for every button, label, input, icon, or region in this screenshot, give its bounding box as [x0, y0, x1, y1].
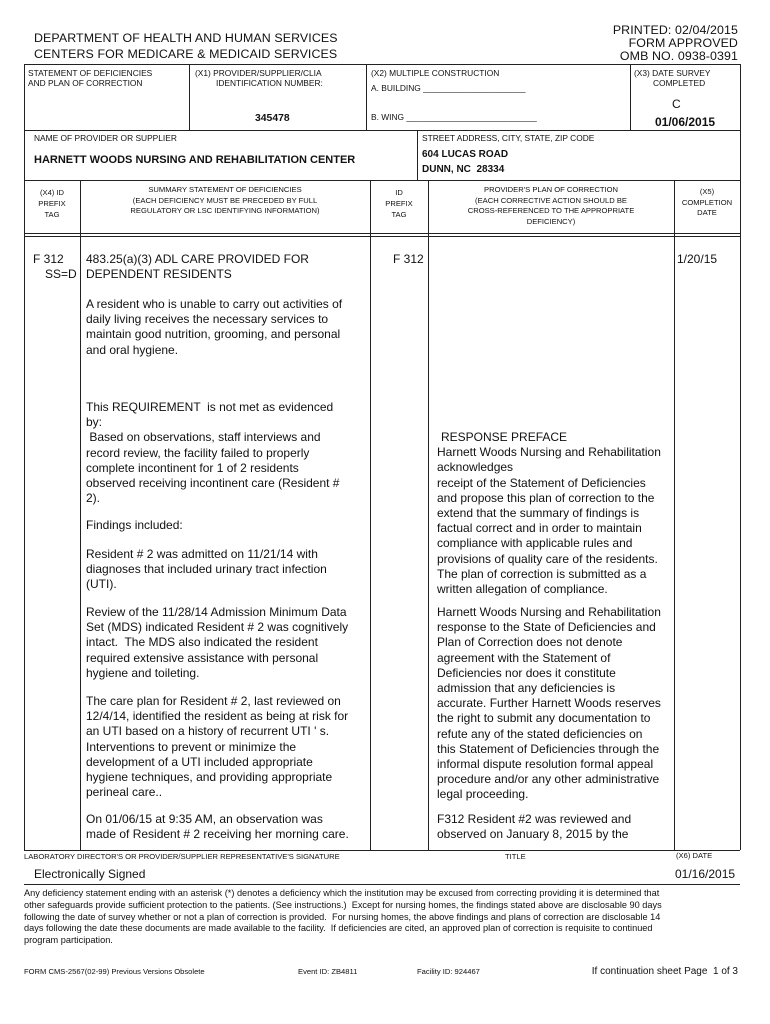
rule: [24, 236, 740, 237]
provider-number: 345478: [255, 113, 290, 124]
rule: [366, 64, 367, 130]
title-label: TITLE: [505, 852, 526, 861]
department-line-1: DEPARTMENT OF HEALTH AND HUMAN SERVICES: [34, 31, 338, 45]
disclaimer-text: Any deficiency statement ending with an asterisk (*) denotes a deficiency which the institution may be excused from correcting providing it is determined that other safeguards provide sufficient protection to the patients. (See instructions.) Except for nursing homes, the findings stated above are disclosable 90 days following the date of survey whether or not a plan of correction is provided. For nursing homes, the above findings and plans of correction are disclosable 14 days following the date these documents are made available to the facility. If deficiencies are cited, an approved plan of correction is requisite to continued program participation.: [24, 888, 662, 946]
provider-name-label: NAME OF PROVIDER OR SUPPLIER: [34, 133, 177, 143]
rule: [80, 180, 81, 850]
summary-paragraph: On 01/06/15 at 9:35 AM, an observation was made of Resident # 2 receiving her morning care.: [86, 812, 349, 842]
col-x4-header: (X4) ID PREFIX TAG: [38, 188, 66, 219]
summary-paragraph: Findings included:: [86, 518, 183, 532]
form-number: FORM CMS-2567(02-99) Previous Versions Obsolete: [24, 967, 205, 976]
rule: [24, 850, 740, 851]
completion-date: 1/20/15: [677, 252, 718, 266]
summary-paragraph: The care plan for Resident # 2, last reviewed on 12/4/14, identified the resident as being at risk for an UTI based on a history of recurrent UTI ' s. Interventions to prevent or minimize the development of a UTI included appropriate hygiene techniques, and providing appropriate perineal care..: [86, 694, 349, 800]
col-x5-header: (X5) COMPLETION DATE: [681, 187, 733, 217]
x2-label: (X2) MULTIPLE CONSTRUCTION: [371, 68, 500, 78]
summary-paragraph: Review of the 11/28/14 Admission Minimum Data Set (MDS) indicated Resident # 2 was cognitively intact. The MDS also indicated the resident required extensive assistance with personal hygiene and toileting.: [86, 605, 349, 680]
wing-field: B. WING ____________________________: [371, 112, 537, 122]
signature-value: Electronically Signed: [34, 867, 146, 881]
deficiency-title-1: 483.25(a)(3) ADL CARE PROVIDED FOR: [86, 252, 309, 266]
summary-paragraph: This REQUIREMENT is not met as evidenced by: Based on observations, staff interviews and record review, the facility failed to properly complete incontinent for 1 of 2 residents observed receiving incontinent care (Resident # 2).: [86, 400, 340, 506]
summary-paragraph: Resident # 2 was admitted on 11/21/14 with diagnoses that included urinary tract infection (UTI).: [86, 547, 327, 592]
plan-tag: F 312: [393, 252, 424, 266]
address-line-2: DUNN, NC 28334: [422, 164, 505, 175]
col-plan-header: PROVIDER'S PLAN OF CORRECTION (EACH CORRECTIVE ACTION SHOULD BE CROSS-REFERENCED TO THE APPROPRIATE DEFICIENCY): [467, 185, 635, 226]
x1-label-1: (X1) PROVIDER/SUPPLIER/CLIA: [195, 68, 322, 78]
deficiency-title-2: DEPENDENT RESIDENTS: [86, 267, 232, 281]
rule: [24, 884, 740, 885]
address-label: STREET ADDRESS, CITY, STATE, ZIP CODE: [422, 133, 595, 143]
rule: [24, 64, 25, 850]
provider-name: HARNETT WOODS NURSING AND REHABILITATION CENTER: [34, 154, 356, 166]
rule: [24, 180, 740, 181]
rule: [370, 180, 371, 850]
department-line-2: CENTERS FOR MEDICARE & MEDICAID SERVICES: [34, 47, 338, 61]
printed-date: PRINTED: 02/04/2015: [612, 23, 738, 37]
survey-completed-date: 01/06/2015: [655, 115, 716, 129]
address-line-1: 604 LUCAS ROAD: [422, 149, 509, 160]
rule: [24, 233, 740, 234]
statement-label-2: AND PLAN OF CORRECTION: [28, 78, 143, 88]
col-id-header: ID PREFIX TAG: [385, 188, 413, 219]
summary-paragraph: A resident who is unable to carry out activities of daily living receives the necessary services to maintain good nutrition, grooming, and personal and oral hygiene.: [86, 297, 343, 357]
rule: [24, 64, 740, 65]
col-summary-header: SUMMARY STATEMENT OF DEFICIENCIES (EACH DEFICIENCY MUST BE PRECEDED BY FULL REGULATORY OR LSC IDENTIFYING INFORMATION): [130, 185, 320, 215]
rule: [24, 130, 740, 131]
x3-label-2: COMPLETED: [653, 78, 706, 88]
statement-label-1: STATEMENT OF DEFICIENCIES: [28, 68, 153, 78]
x1-label-2: IDENTIFICATION NUMBER:: [216, 78, 323, 88]
facility-id: Facility ID: 924467: [417, 967, 480, 976]
page-indicator: If continuation sheet Page 1 of 3: [591, 966, 738, 977]
response-preface-heading: RESPONSE PREFACE: [441, 430, 568, 444]
rule: [630, 64, 631, 130]
rule: [189, 64, 190, 130]
rule: [417, 130, 418, 180]
rule: [428, 180, 429, 850]
scope-severity: SS=D: [45, 267, 77, 281]
rule: [674, 180, 675, 850]
plan-paragraph: F312 Resident #2 was reviewed and observed on January 8, 2015 by the: [437, 812, 632, 842]
omb-number: OMB NO. 0938-0391: [619, 49, 738, 63]
signature-label: LABORATORY DIRECTOR'S OR PROVIDER/SUPPLIER REPRESENTATIVE'S SIGNATURE: [24, 852, 340, 861]
building-field: A. BUILDING ______________________: [371, 83, 526, 93]
survey-type-code: C: [672, 97, 681, 111]
deficiency-tag: F 312: [33, 252, 64, 266]
signature-date-label: (X6) DATE: [676, 851, 713, 860]
signature-date: 01/16/2015: [675, 867, 736, 881]
plan-paragraph: Harnett Woods Nursing and Rehabilitation response to the State of Deficiencies and Plan of Correction does not denote agreement with the Statement of Deficiencies nor does it constitute admission that any deficiencies is accurate. Further Harnett Woods reserves the right to submit any documentation to refute any of the stated deficiencies on this Statement of Deficiencies through the informal dispute resolution formal appeal procedure and/or any other administrative legal proceeding.: [437, 605, 661, 802]
plan-paragraph: RESPONSE PREFACE Harnett Woods Nursing and Rehabilitation acknowledges receipt of the Statement of Deficiencies and propose this plan of correction to the extend that the summary of findings is factual correct and in order to maintain compliance with applicable rules and provisions of quality care of the residents. The plan of correction is submitted as a written allegation of compliance.: [437, 430, 661, 597]
form-approved: FORM APPROVED: [628, 36, 738, 50]
event-id: Event ID: ZB4811: [298, 967, 358, 976]
x3-label-1: (X3) DATE SURVEY: [634, 68, 711, 78]
rule: [740, 64, 741, 850]
